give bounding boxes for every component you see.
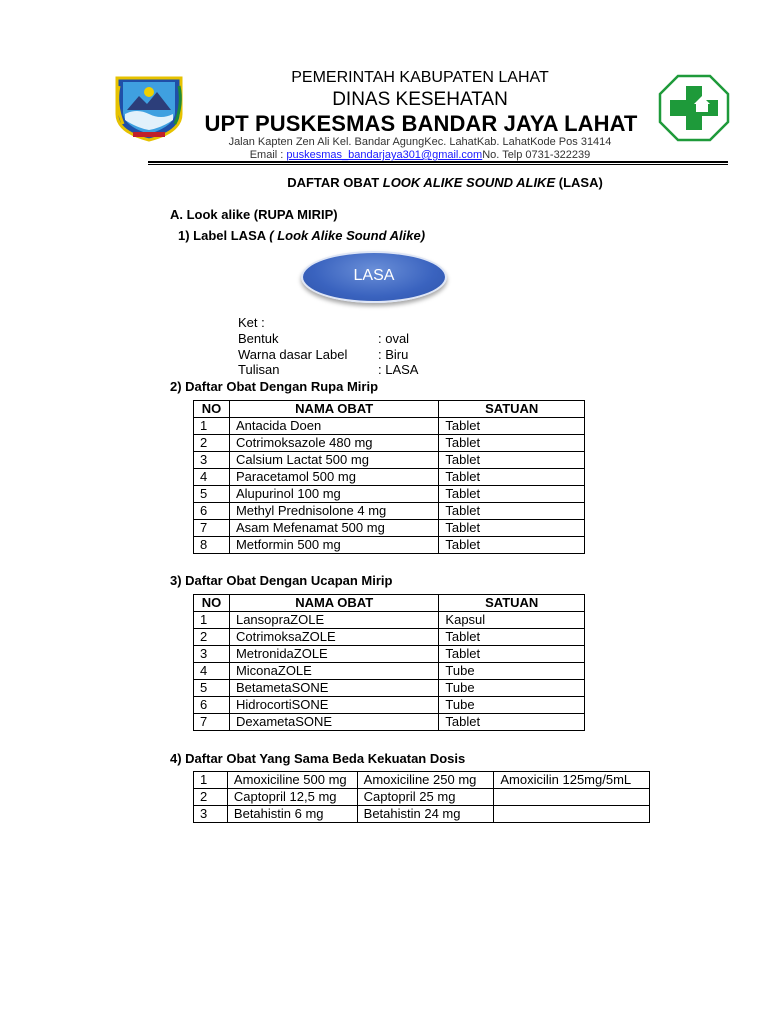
sub1-label: 1) Label LASA [178,228,270,243]
cell-dose-c [494,789,650,806]
col-header-nama: NAMA OBAT [229,401,438,418]
cell-no: 1 [194,612,230,629]
cell-nama: CotrimoksaZOLE [229,629,438,646]
cell-nama: MetronidaZOLE [229,646,438,663]
phone-text: No. Telp 0731-322239 [482,149,591,161]
header-address: Jalan Kapten Zen Ali Kel. Bandar AgungKec. LahatKab. LahatKode Pos 31414 [228,136,612,148]
cell-nama: Alupurinol 100 mg [229,486,438,503]
table-row [194,612,585,629]
table-row [194,714,585,731]
cell-no: 3 [194,806,228,823]
table-header-row [194,595,585,612]
lasa-label-oval: LASA [301,251,447,303]
cell-nama: Calsium Lactat 500 mg [229,452,438,469]
cell-no: 2 [194,629,230,646]
cell-satuan: Tablet [439,418,585,435]
cell-satuan: Tube [439,697,585,714]
table-row [194,469,585,486]
table-row [194,418,585,435]
cell-no: 7 [194,520,230,537]
title-italic: LOOK ALIKE SOUND ALIKE [382,175,556,190]
header-government: PEMERINTAH KABUPATEN LAHAT [291,69,549,86]
table-row [194,629,585,646]
cell-dose-a: Amoxiciline 500 mg [227,772,357,789]
subsection-1-heading [178,228,425,243]
header-institution: UPT PUSKESMAS BANDAR JAYA LAHAT [204,111,638,136]
cell-nama: HidrocortiSONE [229,697,438,714]
cell-nama: DexametaSONE [229,714,438,731]
ket-key-bentuk: Bentuk [238,331,279,346]
table-ucapan-mirip [193,594,585,731]
cell-dose-b: Captopril 25 mg [357,789,494,806]
document-title [180,175,710,190]
cell-nama: Methyl Prednisolone 4 mg [229,503,438,520]
ket-val-warna: : Biru [378,347,409,362]
header-contact [180,149,660,161]
cell-dose-b: Betahistin 24 mg [357,806,494,823]
title-suffix: (LASA) [555,175,603,190]
col-header-nama: NAMA OBAT [229,595,438,612]
subsection-2-heading: 2) Daftar Obat Dengan Rupa Mirip [170,379,379,394]
cell-satuan: Tube [439,680,585,697]
lahat-regency-emblem-icon [113,74,185,142]
cell-satuan: Tablet [439,503,585,520]
cell-satuan: Tube [439,663,585,680]
header-department: DINAS KESEHATAN [332,89,508,110]
cell-dose-c: Amoxicilin 125mg/5mL [494,772,650,789]
cell-nama: BetametaSONE [229,680,438,697]
cell-satuan: Tablet [439,629,585,646]
table-row [194,772,650,789]
cell-satuan: Tablet [439,646,585,663]
cell-nama: Asam Mefenamat 500 mg [229,520,438,537]
cell-satuan: Tablet [439,714,585,731]
cell-no: 1 [194,772,228,789]
cell-no: 1 [194,418,230,435]
cell-nama: Antacida Doen [229,418,438,435]
cell-satuan: Tablet [439,452,585,469]
cell-no: 5 [194,680,230,697]
cell-no: 4 [194,663,230,680]
puskesmas-logo-icon [658,74,730,142]
section-a-heading: A. Look alike (RUPA MIRIP) [170,207,338,222]
header-divider-thin [148,164,728,165]
email-link[interactable]: puskesmas_bandarjaya301@gmail.com [286,149,483,161]
table-row [194,537,585,554]
table-header-row [194,401,585,418]
table-row [194,503,585,520]
cell-satuan: Kapsul [439,612,585,629]
ket-key-warna: Warna dasar Label [238,347,348,362]
cell-dose-a: Captopril 12,5 mg [227,789,357,806]
col-header-satuan: SATUAN [439,401,585,418]
cell-no: 2 [194,435,230,452]
table-beda-dosis [193,771,650,823]
table-row [194,435,585,452]
sub1-italic: ( Look Alike Sound Alike) [269,228,426,243]
cell-dose-c [494,806,650,823]
cell-nama: Metformin 500 mg [229,537,438,554]
cell-nama: MiconaZOLE [229,663,438,680]
col-header-no: NO [194,595,230,612]
cell-no: 7 [194,714,230,731]
table-row [194,680,585,697]
cell-satuan: Tablet [439,435,585,452]
header-divider [148,161,728,163]
table-row [194,646,585,663]
subsection-4-heading: 4) Daftar Obat Yang Sama Beda Kekuatan Dosis [170,751,466,766]
subsection-3-heading: 3) Daftar Obat Dengan Ucapan Mirip [170,573,393,588]
cell-no: 2 [194,789,228,806]
cell-no: 6 [194,503,230,520]
ket-key-tulisan: Tulisan [238,362,280,377]
cell-no: 3 [194,452,230,469]
ket-title: Ket : [238,315,265,330]
cell-satuan: Tablet [439,520,585,537]
cell-no: 6 [194,697,230,714]
cell-no: 5 [194,486,230,503]
cell-no: 4 [194,469,230,486]
table-rupa-mirip [193,400,585,554]
cell-nama: Paracetamol 500 mg [229,469,438,486]
table-row [194,486,585,503]
table-row [194,452,585,469]
cell-nama: Cotrimoksazole 480 mg [229,435,438,452]
table-row [194,789,650,806]
cell-satuan: Tablet [439,486,585,503]
cell-satuan: Tablet [439,537,585,554]
table-row [194,806,650,823]
cell-dose-b: Amoxiciline 250 mg [357,772,494,789]
cell-nama: LansopraZOLE [229,612,438,629]
cell-no: 3 [194,646,230,663]
title-prefix: DAFTAR OBAT [287,175,383,190]
col-header-no: NO [194,401,230,418]
ket-val-bentuk: : oval [378,331,410,346]
cell-dose-a: Betahistin 6 mg [227,806,357,823]
cell-no: 8 [194,537,230,554]
col-header-satuan: SATUAN [439,595,585,612]
cell-satuan: Tablet [439,469,585,486]
table-row [194,520,585,537]
table-row [194,697,585,714]
table-row [194,663,585,680]
email-label: Email : [249,149,287,161]
ket-val-tulisan: : LASA [378,362,419,377]
